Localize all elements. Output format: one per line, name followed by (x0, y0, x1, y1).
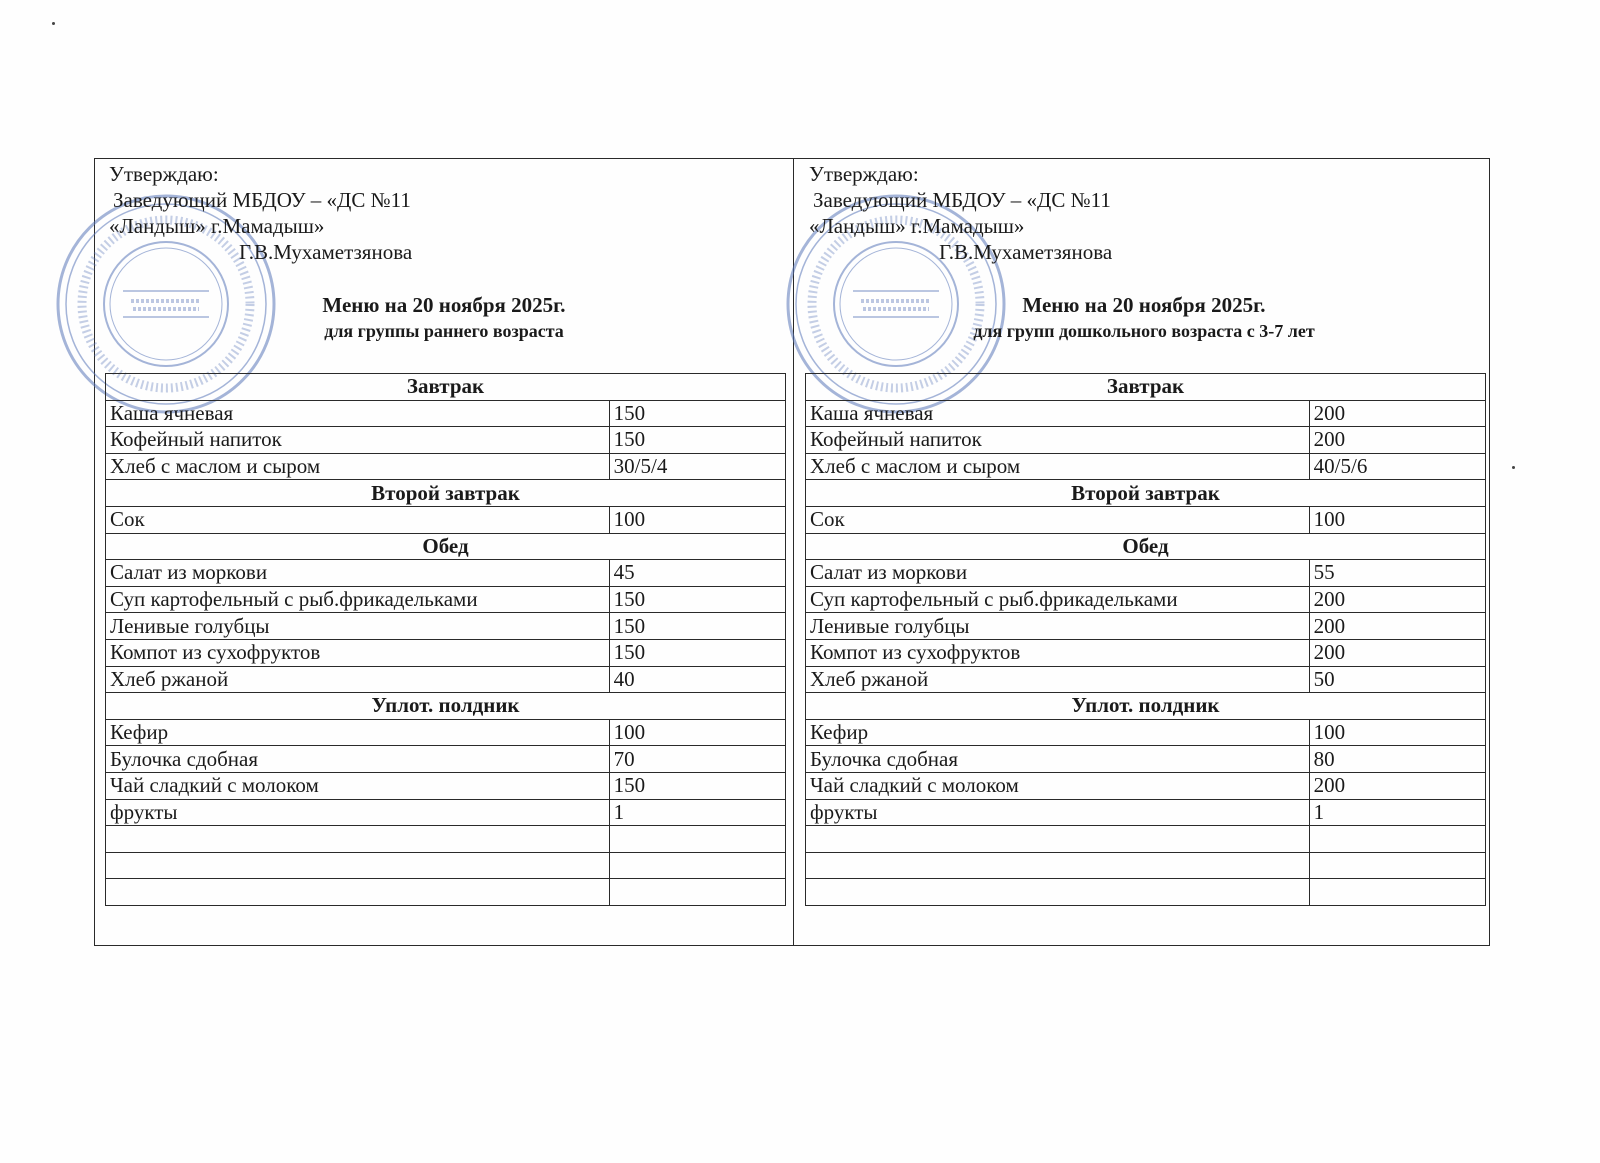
approval-organization: «Ландыш» г.Мамадыш» (809, 214, 1025, 238)
portion-value: 40/5/6 (1309, 453, 1485, 480)
portion-value (1309, 879, 1485, 906)
portion-value: 200 (1309, 427, 1485, 454)
meal-section-header (106, 480, 786, 507)
table-row (806, 772, 1486, 799)
meal-section-label: Завтрак (806, 374, 1486, 401)
meal-section-label: Завтрак (106, 374, 786, 401)
menu-subtitle: для группы раннего возраста (324, 321, 564, 341)
portion-value: 150 (609, 639, 785, 666)
table-row (106, 586, 786, 613)
dish-name: Хлеб с маслом и сыром (106, 453, 610, 480)
table-row (806, 852, 1486, 879)
portion-value: 30/5/4 (609, 453, 785, 480)
table-row (806, 826, 1486, 853)
portion-value (609, 879, 785, 906)
scan-speck (1512, 466, 1515, 469)
dish-name: Хлеб с маслом и сыром (806, 453, 1310, 480)
menu-sheet (94, 158, 1490, 946)
portion-value: 200 (1309, 613, 1485, 640)
table-row (106, 852, 786, 879)
dish-name: Суп картофельный с рыб.фрикадельками (106, 586, 610, 613)
table-row (106, 506, 786, 533)
meal-section-header (106, 374, 786, 401)
dish-name: Кофейный напиток (106, 427, 610, 454)
meal-section-label: Обед (806, 533, 1486, 560)
portion-value: 45 (609, 560, 785, 587)
meal-section-header (806, 693, 1486, 720)
table-row (106, 719, 786, 746)
dish-name: Чай сладкий с молоком (106, 772, 610, 799)
meal-section-header (106, 533, 786, 560)
dish-name: Кефир (106, 719, 610, 746)
meal-section-label: Обед (106, 533, 786, 560)
portion-value: 40 (609, 666, 785, 693)
meal-section-label: Уплот. полдник (106, 693, 786, 720)
table-row (806, 453, 1486, 480)
menu-subtitle: для групп дошкольного возраста с 3-7 лет (973, 321, 1315, 341)
table-row (106, 799, 786, 826)
table-row (806, 400, 1486, 427)
portion-value: 200 (1309, 586, 1485, 613)
dish-name: Ленивые голубцы (106, 613, 610, 640)
table-row (806, 506, 1486, 533)
table-row (106, 666, 786, 693)
table-row (106, 639, 786, 666)
table-row (806, 746, 1486, 773)
table-row (806, 427, 1486, 454)
portion-value (609, 852, 785, 879)
portion-value: 150 (609, 586, 785, 613)
dish-name: Компот из сухофруктов (806, 639, 1310, 666)
dish-name: Булочка сдобная (106, 746, 610, 773)
dish-name: Кефир (806, 719, 1310, 746)
dish-name (106, 852, 610, 879)
meal-section-header (806, 533, 1486, 560)
portion-value: 200 (1309, 772, 1485, 799)
dish-name: Компот из сухофруктов (106, 639, 610, 666)
dish-name: Хлеб ржаной (106, 666, 610, 693)
dish-name (806, 826, 1310, 853)
table-row (106, 427, 786, 454)
portion-value (1309, 852, 1485, 879)
menu-panel-early-age (95, 159, 793, 945)
portion-value: 100 (1309, 719, 1485, 746)
meal-section-header (106, 693, 786, 720)
dish-name: Сок (806, 506, 1310, 533)
portion-value: 55 (1309, 560, 1485, 587)
dish-name: фрукты (106, 799, 610, 826)
portion-value: 100 (609, 719, 785, 746)
approval-block (809, 161, 1112, 265)
table-row (806, 639, 1486, 666)
dish-name: Салат из моркови (106, 560, 610, 587)
dish-name (806, 852, 1310, 879)
dish-name: Суп картофельный с рыб.фрикадельками (806, 586, 1310, 613)
table-row (106, 453, 786, 480)
dish-name: Сок (106, 506, 610, 533)
menu-title: Меню на 20 ноября 2025г. (322, 293, 566, 317)
scan-speck (52, 22, 55, 25)
approval-heading: Утверждаю: (109, 162, 219, 186)
dish-name: Каша ячневая (806, 400, 1310, 427)
dish-name: Каша ячневая (106, 400, 610, 427)
meal-section-label: Уплот. полдник (806, 693, 1486, 720)
meal-section-label: Второй завтрак (106, 480, 786, 507)
menu-title: Меню на 20 ноября 2025г. (1022, 293, 1266, 317)
portion-value: 70 (609, 746, 785, 773)
portion-value (1309, 826, 1485, 853)
portion-value: 80 (1309, 746, 1485, 773)
portion-value: 150 (609, 427, 785, 454)
approval-position: Заведующий МБДОУ – «ДС №11 (813, 188, 1111, 212)
table-row (806, 719, 1486, 746)
dish-name (106, 826, 610, 853)
approval-signatory: Г.В.Мухаметзянова (939, 240, 1113, 264)
table-row (806, 586, 1486, 613)
approval-organization: «Ландыш» г.Мамадыш» (109, 214, 325, 238)
portion-value: 150 (609, 400, 785, 427)
dish-name: фрукты (806, 799, 1310, 826)
table-row (806, 666, 1486, 693)
table-row (106, 879, 786, 906)
approval-heading: Утверждаю: (809, 162, 919, 186)
dish-name: Салат из моркови (806, 560, 1310, 587)
portion-value: 50 (1309, 666, 1485, 693)
portion-value: 100 (1309, 506, 1485, 533)
portion-value: 150 (609, 613, 785, 640)
table-row (106, 613, 786, 640)
table-row (106, 746, 786, 773)
approval-block (109, 161, 412, 265)
menu-panel-preschool (795, 159, 1493, 945)
meal-section-header (806, 480, 1486, 507)
portion-value (609, 826, 785, 853)
meal-section-header (806, 374, 1486, 401)
menu-table (105, 373, 786, 906)
portion-value: 1 (1309, 799, 1485, 826)
portion-value: 150 (609, 772, 785, 799)
table-row (806, 613, 1486, 640)
dish-name (806, 879, 1310, 906)
dish-name: Хлеб ржаной (806, 666, 1310, 693)
portion-value: 1 (609, 799, 785, 826)
table-row (106, 560, 786, 587)
dish-name (106, 879, 610, 906)
portion-value: 200 (1309, 400, 1485, 427)
dish-name: Ленивые голубцы (806, 613, 1310, 640)
table-row (806, 799, 1486, 826)
portion-value: 200 (1309, 639, 1485, 666)
dish-name: Булочка сдобная (806, 746, 1310, 773)
table-row (106, 400, 786, 427)
table-row (106, 826, 786, 853)
dish-name: Кофейный напиток (806, 427, 1310, 454)
menu-table (805, 373, 1486, 906)
approval-position: Заведующий МБДОУ – «ДС №11 (113, 188, 411, 212)
table-row (806, 879, 1486, 906)
portion-value: 100 (609, 506, 785, 533)
meal-section-label: Второй завтрак (806, 480, 1486, 507)
dish-name: Чай сладкий с молоком (806, 772, 1310, 799)
table-row (106, 772, 786, 799)
approval-signatory: Г.В.Мухаметзянова (239, 240, 413, 264)
table-row (806, 560, 1486, 587)
